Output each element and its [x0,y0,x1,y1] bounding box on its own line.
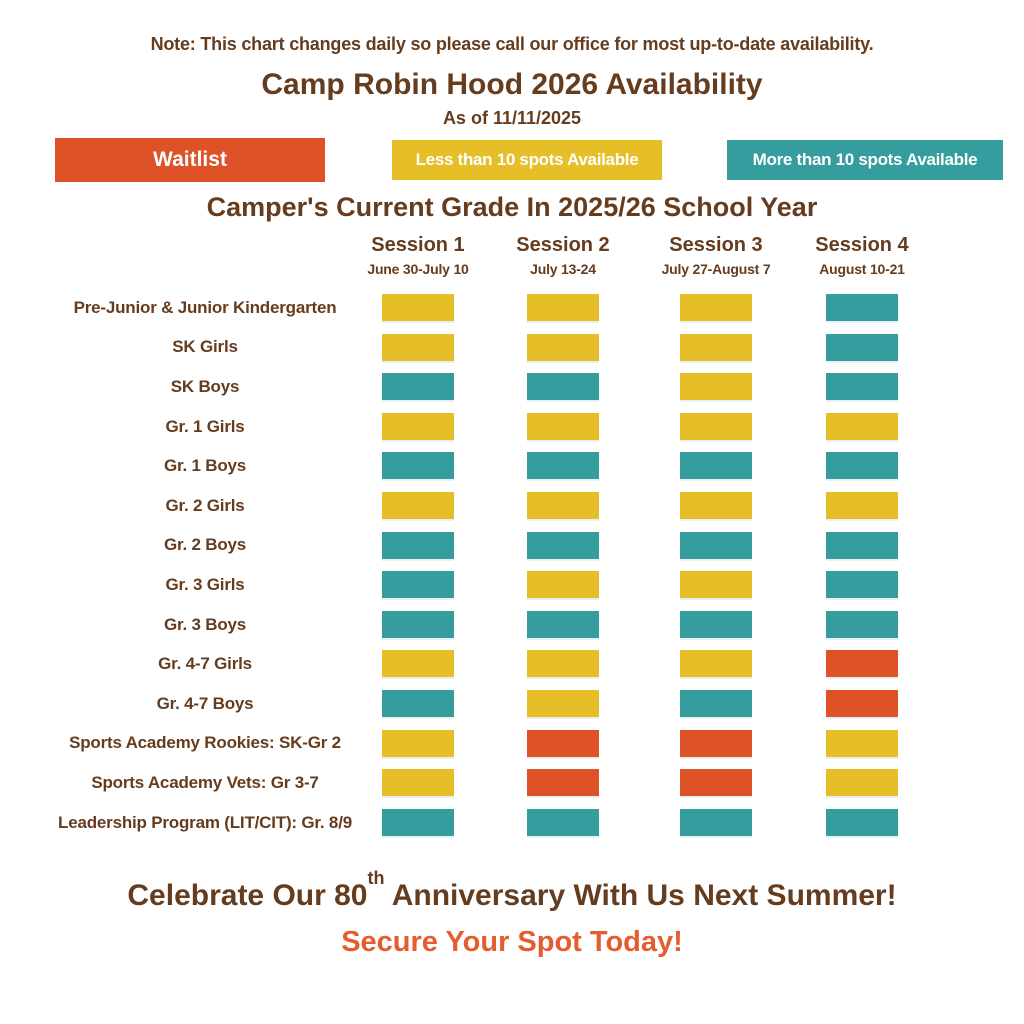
secure-spot-cta: Secure Your Spot Today! [341,926,683,958]
grade-heading: Camper's Current Grade In 2025/26 School Year [206,192,818,222]
as-of-date: As of 11/11/2025 [442,108,582,128]
availability-cell [382,492,454,519]
availability-cell [680,492,752,519]
availability-cell [382,809,454,836]
grade-row [0,763,1024,803]
grade-row [0,367,1024,407]
availability-cell [382,730,454,757]
availability-cell [382,334,454,361]
availability-cell [527,769,599,796]
session-3-header [631,234,801,277]
grade-row-label: Pre-Junior & Junior Kindergarten [73,297,337,317]
availability-cell [680,532,752,559]
availability-cell [382,611,454,638]
session-3-name: Session 3 [669,234,763,256]
grade-row [0,288,1024,328]
grade-row-label: Gr. 4-7 Girls [158,654,252,674]
page-title: Camp Robin Hood 2026 Availability [261,68,763,101]
session-4-dates: August 10-21 [819,261,905,277]
anniversary-banner [0,868,1024,913]
session-1-dates: June 30-July 10 [367,261,469,277]
anniversary-text-suffix: Anniversary With Us Next Summer! [384,879,897,912]
grade-row-label: Sports Academy Vets: Gr 3-7 [91,772,319,792]
availability-cell [527,730,599,757]
grade-row-label: Gr. 3 Girls [165,574,245,594]
availability-cell [382,650,454,677]
availability-cell [826,373,898,400]
grade-row-label: Gr. 1 Girls [165,416,245,436]
anniversary-text-prefix: Celebrate Our 80 [127,879,368,912]
grade-row [0,328,1024,368]
availability-cell [680,294,752,321]
ordinal-superscript: th [367,868,385,888]
session-1-name: Session 1 [371,234,465,256]
availability-cell [680,690,752,717]
availability-cell [826,492,898,519]
grade-row-label: Gr. 1 Boys [163,456,247,476]
grade-row-label: Gr. 2 Girls [165,495,245,515]
availability-cell [382,690,454,717]
availability-cell [382,413,454,440]
grade-row [0,724,1024,764]
availability-cell [680,809,752,836]
availability-cell [382,373,454,400]
availability-cell [527,690,599,717]
grade-row-label: SK Girls [172,337,238,357]
grade-row [0,684,1024,724]
session-2-header [478,234,648,277]
session-2-dates: July 13-24 [530,261,596,277]
availability-cell [680,650,752,677]
availability-cell [527,532,599,559]
availability-cell [826,413,898,440]
availability-cell [382,532,454,559]
grade-row [0,446,1024,486]
availability-cell [680,571,752,598]
legend-waitlist: Waitlist [55,138,325,182]
availability-cell [527,650,599,677]
legend-more-than-10: More than 10 spots Available [727,140,1003,180]
availability-cell [382,452,454,479]
grade-row [0,565,1024,605]
availability-cell [826,571,898,598]
availability-cell [527,413,599,440]
availability-cell [382,571,454,598]
grade-row [0,644,1024,684]
grade-row-label: Leadership Program (LIT/CIT): Gr. 8/9 [58,812,352,832]
availability-cell [527,492,599,519]
availability-cell [826,532,898,559]
session-3-dates: July 27-August 7 [661,261,771,277]
availability-cell [680,334,752,361]
daily-change-note: Note: This chart changes daily so please call our office for most up-to-date availability. [150,34,874,54]
availability-cell [680,413,752,440]
availability-cell [680,452,752,479]
availability-cell [680,769,752,796]
availability-cell [826,730,898,757]
availability-cell [826,650,898,677]
availability-cell [527,334,599,361]
session-2-name: Session 2 [516,234,610,256]
availability-cell [680,373,752,400]
availability-cell [826,769,898,796]
grade-row-label: Gr. 3 Boys [163,614,247,634]
availability-cell [382,294,454,321]
availability-cell [826,452,898,479]
availability-cell [826,611,898,638]
availability-cell [826,809,898,836]
availability-grid [0,288,1024,842]
availability-cell [826,294,898,321]
availability-cell [826,690,898,717]
grade-row-label: Sports Academy Rookies: SK-Gr 2 [69,733,341,753]
availability-cell [527,452,599,479]
grade-row [0,407,1024,447]
availability-cell [680,730,752,757]
session-4-name: Session 4 [815,234,909,256]
legend-less-than-10: Less than 10 spots Available [392,140,662,180]
availability-cell [826,334,898,361]
grade-row [0,605,1024,645]
grade-row-label: SK Boys [170,376,240,396]
availability-cell [527,571,599,598]
availability-cell [527,373,599,400]
grade-row [0,803,1024,843]
availability-cell [527,611,599,638]
grade-row [0,486,1024,526]
availability-cell [527,294,599,321]
grade-row-label: Gr. 2 Boys [163,535,247,555]
grade-row-label: Gr. 4-7 Boys [156,693,254,713]
availability-cell [382,769,454,796]
session-4-header [777,234,947,277]
availability-cell [680,611,752,638]
availability-cell [527,809,599,836]
grade-row [0,526,1024,566]
